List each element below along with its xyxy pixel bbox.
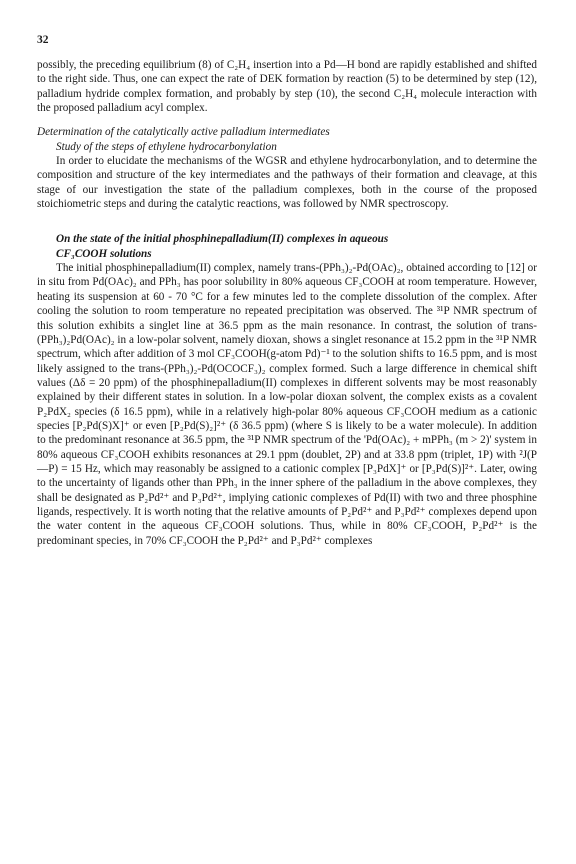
- subsubsection-heading-line2: CF₃COOH solutions: [56, 247, 152, 260]
- subsection-heading: Study of the steps of ethylene hydrocarbonylation: [56, 140, 277, 153]
- subsubsection-heading-line1: On the state of the initial phosphinepalladium(II) complexes in aqueous: [56, 233, 389, 246]
- paragraph-nmr-discussion: The initial phosphinepalladium(II) complex, namely trans-(PPh₃)₂-Pd(OAc)₂, obtained according to [12] or in situ from Pd(OAc)₂ and PPh₃ has poor solubility in 80% aqueous CF₃COOH at room temperature. However, heating its suspension at 60 - 70 °C for a few minutes led to the complete dissolution of the complex. After cooling the solution to room temperature no repeated precipitation was observed. The ³¹P NMR spectrum of this solution exhibits a singlet line at 36.5 ppm as the main resonance. In contrast, the solution of trans-(PPh₃)₂Pd(OAc)₂ in a low-polar solvent, namely dioxan, shows a singlet resonance at 15.2 ppm in the ³¹P NMR spectrum, which after addition of 3 mol CF₃COOH(g-atom Pd)⁻¹ to the solution shifts to 16.5 ppm, and is most likely assigned to the trans-(PPh₃)₂-Pd(OCOCF₃)₂ complex formed. Such a large difference in chemical shift values (Δδ = 20 ppm) of the phosphinepalladium(II) complexes in different solvents may be most reasonably explained by their different states in solution. In a low-polar dioxan solvent, the complex exists as a covalent P₂PdX₂ species (δ 16.5 ppm), while in a relatively high-polar 80% aqueous CF₃COOH medium as a cationic species [P₂Pd(S)X]⁺ or even [P₂Pd(S)₂]²⁺ (δ 36.5 ppm) (where S is likely to be a water molecule). In addition to the predominant resonance at 36.5 ppm, the ³¹P NMR spectrum of the 'Pd(OAc)₂ + mPPh₃ (m > 2)' system in 80% aqueous CF₃COOH exhibits resonances at 29.1 ppm (doublet, 2P) and at 33.8 ppm (triplet, 1P) with ²J(P—P) = 15 Hz, which may reasonably be assigned to a cationic complex [P₃PdX]⁺ or [P₃Pd(S)]²⁺. Later, owing to the uncertainty of ligands other than PPh₃ in the inner sphere of the palladium in the above complexes, they shall be designated as P₂Pd²⁺ and P₃Pd²⁺, implying cationic complexes of Pd(II) with two and three phosphine ligands, respectively. It is worth noting that the relative amounts of P₂Pd²⁺ and P₃Pd²⁺ complexes depend upon the water content in the aqueous CF₃COOH solutions. Thus, while in 80% CF₃COOH, P₂Pd²⁺ is the predominant species, in 70% CF₃COOH the P₂Pd²⁺ and P₃Pd²⁺ complexes: [37, 262, 537, 547]
- section-heading: Determination of the catalytically active palladium intermediates: [37, 126, 330, 139]
- subsubsection-heading: [37, 232, 537, 261]
- page-body: [37, 58, 537, 548]
- paragraph-introduction: In order to elucidate the mechanisms of the WGSR and ethylene hydrocarbonylation, and to determine the composition and structure of the key intermediates and the pathways of their formation and cleavage, at this stage of our investigation the state of the palladium complexes, both in the course of the proposed stoichiometric steps and during the catalytic reactions, was followed by NMR spectroscopy.: [37, 155, 537, 211]
- page-number: 32: [37, 34, 49, 46]
- paragraph-continuation: possibly, the preceding equilibrium (8) of C₂H₄ insertion into a Pd—H bond are rapidly established and shifted to the right side. Thus, one can expect the rate of DEK formation by reaction (5) to be determined by step (12), palladium hydride complex formation, and probably by step (10), the second C₂H₄ molecule interaction with the proposed palladium acyl complex.: [37, 59, 537, 115]
